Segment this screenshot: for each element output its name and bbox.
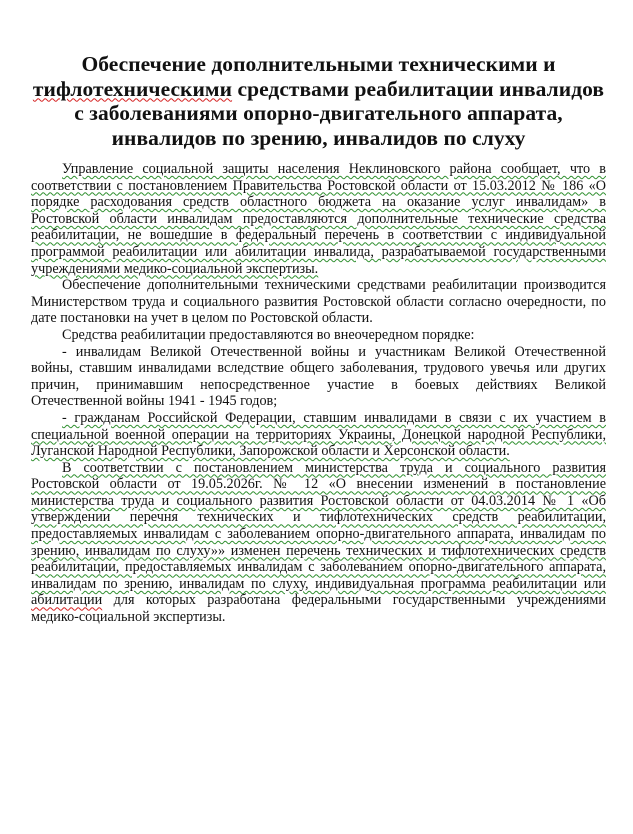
paragraph-6 <box>31 460 606 626</box>
paragraph-6-text-a: В соответствии с постановлением министерства труда и социального развития Ростовской области от 19.05.2026г. № 12 «О внесении изменений в постановление министерства труда и социального развития Ростовской области от 04.03.2014 № 1 «Об утверждении перечня технических и тифлотехнических средств реабилитации, предоставляемых инвалидам с заболеванием опорно-двигательного аппарата, инвалидам по зрению, инвалидам по слуху»» изменен перечень технических и тифлотехнических средств реабилитации, предоставляемых инвалидам с заболеванием опорно-двигательного аппарата, инвалидам по зрению, инвалидам по слуху, индивидуальная программа реабилитации или <box>31 459 606 592</box>
title-rest: средствами реабилитации инвалидов с заболеваниями опорно-двигательного аппарата, инвалидов по зрению, инвалидов по слуху <box>74 76 605 150</box>
document-title <box>31 52 606 150</box>
list-item-svo <box>31 410 606 460</box>
paragraph-2: Обеспечение дополнительными техническими средствами реабилитации производится Министерством труда и социального развития Ростовской области согласно очередности, по дате постановки на учет в целом по Ростовской области. <box>31 277 606 327</box>
paragraph-1-text: Управление социальной защиты населения Неклиновского района сообщает, что в соответствии с постановлением Правительства Ростовской области от 15.03.2012 № 186 «О порядке расходования средств областного бюджета на оказание услуг инвалидам» в Ростовской области инвалидам предоставляются дополнительные технические средства реабилитации, не вошедшие в федеральный перечень в соответствии с индивидуальной программой реабилитации или абилитации инвалида, разрабатываемой государственными учреждениями медико-социальной экспертизы. <box>31 161 606 277</box>
paragraph-1 <box>31 161 606 277</box>
list-item-svo-text: - гражданам Российской Федерации, ставшим инвалидами в связи с их участием в специальной военной операции на территориях Украины, Донецкой народной Республики, Луганской Народной Республики, Запорожской области и Херсонской области. <box>31 409 606 460</box>
paragraph-6-word: абилитации <box>31 592 103 609</box>
paragraph-6-text-b: для которых разработана федеральными государственными учреждениями медико-социальной экспертизы. <box>31 592 606 626</box>
paragraph-3: Средства реабилитации предоставляются во внеочередном порядке: <box>62 326 475 343</box>
title-word-tiflo: тифлотехническими <box>32 76 233 101</box>
title-line-1: Обеспечение дополнительными техническими и <box>81 52 556 76</box>
list-item-veterans: - инвалидам Великой Отечественной войны и участникам Великой Отечественной войны, ставшим инвалидами вследствие общего заболевания, трудового увечья или других причин, принимавшим непосредственное участие в боевых действиях Великой Отечественной войны 1941 - 1945 годов; <box>31 343 606 410</box>
document-body <box>31 161 606 626</box>
